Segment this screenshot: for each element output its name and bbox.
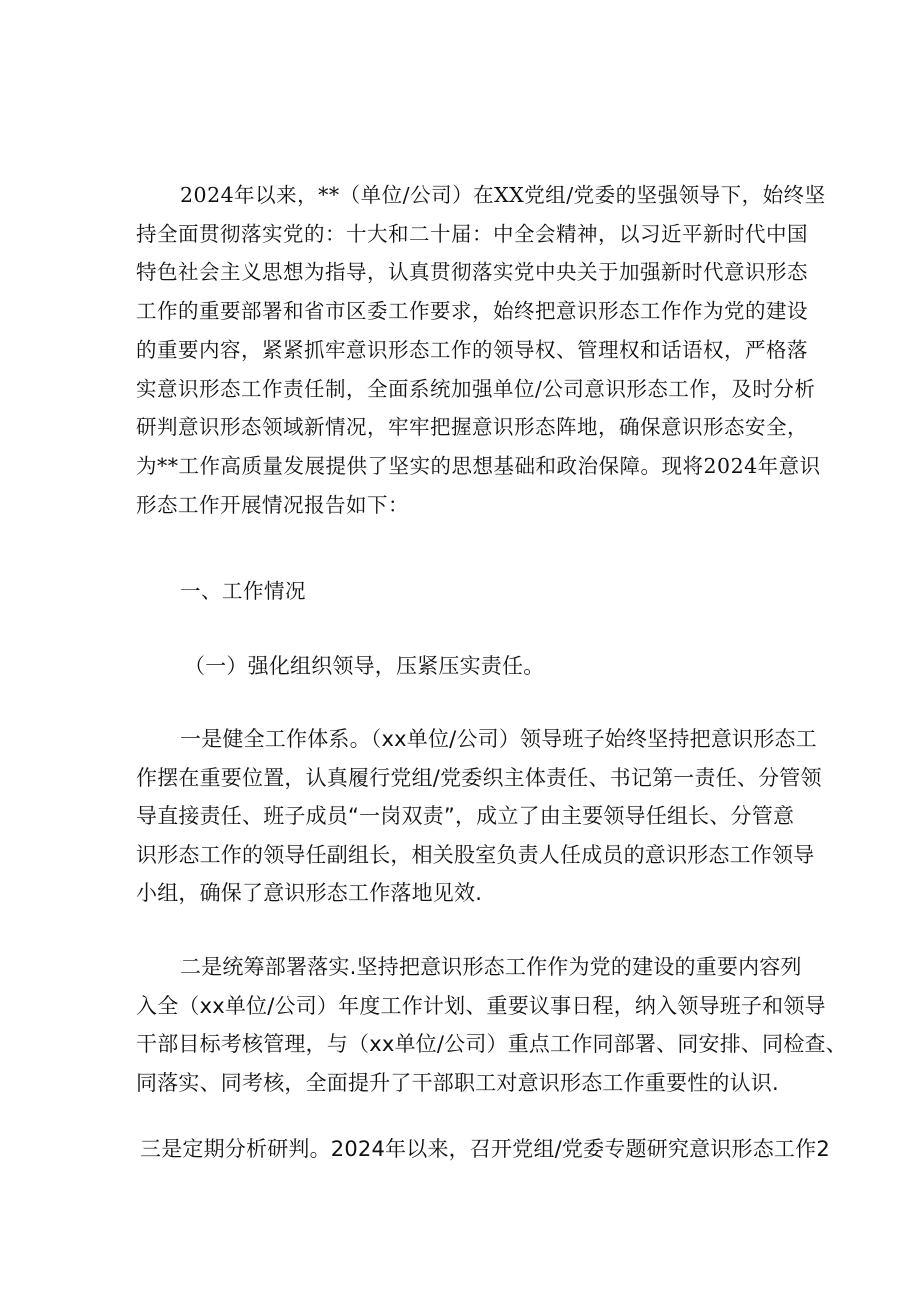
text-line: 2024年以来，**（单位/公司）在XX党组/党委的坚强领导下，始终坚 [180, 183, 826, 207]
text-line: 特色社会主义思想为指导，认真贯彻落实党中央关于加强新时代意识形态 [136, 260, 808, 285]
text-line: 小组，确保了意识形态工作落地见效. [136, 881, 483, 905]
text-line: 一是健全工作体系。（xx单位/公司）领导班子始终坚持把意识形态工 [180, 727, 817, 751]
intro-paragraph [136, 176, 826, 524]
section-heading-text: 一、工作情况 [180, 579, 306, 603]
text-line: 研判意识形态领域新情况，牢牢把握意识形态阵地，确保意识形态安全， [136, 415, 808, 440]
text-line: 三是定期分析研判。2024年以来，召开党组/党委专题研究意识形态工作2 [140, 1137, 830, 1161]
text-line: 同落实、同考核，全面提升了干部职工对意识形态工作重要性的认识. [136, 1070, 779, 1095]
text-line: 二是统筹部署落实.坚持把意识形态工作作为党的建设的重要内容列 [180, 955, 802, 979]
subsection-heading [136, 647, 796, 686]
text-line: 导直接责任、班子成员“一岗双责”，成立了由主要领导任组长、分管意 [136, 804, 795, 828]
text-line: 为**工作高质量发展提供了坚实的思想基础和政治保障。现将2024年意识 [136, 453, 821, 478]
text-line: 的重要内容，紧紧抓牢意识形态工作的领导权、管理权和话语权，严格落 [136, 337, 808, 362]
paragraph-analysis [140, 1130, 830, 1169]
section-heading [136, 572, 796, 611]
text-line: 工作的重要部署和省市区委工作要求，始终把意识形态工作作为党的建设 [136, 299, 808, 324]
text-line: 入全（xx单位/公司）年度工作计划、重要议事日程，纳入领导班子和领导 [136, 993, 826, 1018]
subsection-heading-text: （一）强化组织领导，压紧压实责任。 [184, 654, 545, 678]
text-line: 形态工作开展情况报告如下： [136, 492, 409, 517]
paragraph-deployment [136, 948, 847, 1102]
text-line: 识形态工作的领导任副组长，相关股室负责人任成员的意识形态工作领导 [136, 842, 815, 867]
text-line: 实意识形态工作责任制，全面系统加强单位/公司意识形态工作，及时分析 [136, 376, 816, 401]
paragraph-work-system [136, 720, 822, 913]
text-line: 持全面贯彻落实党的：十大和二十届：中全会精神，以习近平新时代中国 [136, 221, 808, 246]
text-line: 作摆在重要位置，认真履行党组/党委织主体责任、书记第一责任、分管领 [136, 765, 822, 790]
text-line: 干部目标考核管理，与（xx单位/公司）重点工作同部署、同安排、同检查、 [136, 1032, 847, 1056]
